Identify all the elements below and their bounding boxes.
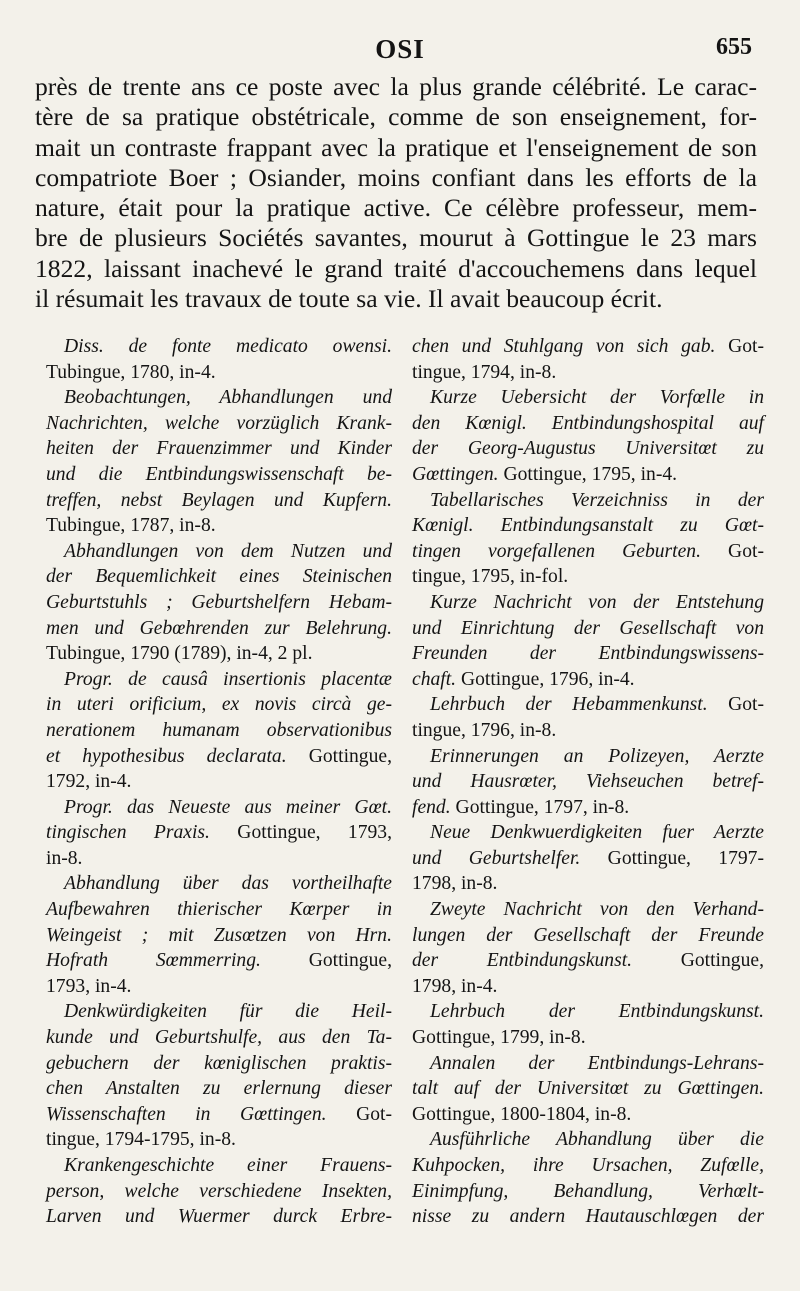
running-head [0, 34, 800, 74]
bibliography-line [412, 795, 764, 821]
bibliography-line [412, 385, 764, 411]
title-text: et hypothesibus declarata. [46, 745, 287, 767]
title-text: und Geburtshelfer. [412, 847, 581, 869]
publication-info: Got- [707, 694, 764, 716]
title-text: und Hausrœter, Viehseuchen betref- [412, 771, 764, 793]
bibliography-line [412, 744, 764, 770]
title-text: Denkwürdigkeiten für die Heil- [64, 1001, 392, 1023]
intro-line: il résumait les travaux de toute sa vie. Il avait beaucoup écrit. [35, 284, 663, 314]
bibliography-line [412, 1204, 764, 1230]
title-text: Wissenschaften in Gœttingen. [46, 1103, 327, 1125]
bibliography-line [412, 999, 764, 1025]
title-text: der Entbindungskunst. [412, 950, 633, 972]
title-text: Abhandlungen von dem Nutzen und [64, 540, 392, 562]
title-text: chaft. [412, 668, 457, 690]
title-text: chen und Stuhlgang von sich gab. [412, 336, 716, 357]
intro-line: tère de sa pratique obstétricale, comme de son enseignement, for- [35, 102, 757, 132]
bibliography-line [412, 641, 764, 667]
bibliography-line [412, 411, 764, 437]
title-text: chen Anstalten zu erlernung dieser [46, 1078, 392, 1100]
bibliography-line [46, 564, 392, 590]
bibliography-line [46, 795, 392, 821]
title-text: Nachrichten, welche vorzüglich Krank- [46, 412, 392, 434]
publication-info: Gottingue, 1797- [580, 847, 764, 869]
title-text: Geburtstuhls ; Geburtshelfern Hebam- [46, 591, 392, 613]
publication-info: Tubingue, 1787, in-8. [46, 515, 216, 537]
title-text: tingischen Praxis. [46, 822, 210, 844]
publication-info: in-8. [46, 847, 83, 869]
bibliography-line [46, 769, 392, 795]
title-text: men und Gebœhrenden zur Belehrung. [46, 617, 392, 639]
bibliography-line [46, 897, 392, 923]
bibliography-line [412, 846, 764, 872]
title-text: der Bequemlichkeit eines Steinischen [46, 566, 392, 588]
title-text: Weingeist ; mit Zusœtzen von Hrn. [46, 924, 392, 946]
bibliography-line [46, 436, 392, 462]
title-text: Neue Denkwuerdigkeiten fuer Aerzte [430, 822, 764, 844]
title-text: in uteri orificium, ex novis circà ge- [46, 694, 392, 716]
bibliography-line [412, 948, 764, 974]
intro-line: mait un contraste frappant avec la pratique et l'enseignement de son [35, 132, 757, 162]
bibliography-line [46, 385, 392, 411]
intro-line: compatriote Boer ; Osiander, moins confiant dans les efforts de la [35, 162, 757, 192]
bibliography-line [46, 718, 392, 744]
intro-line: près de trente ans ce poste avec la plus grande célébrité. Le carac- [35, 72, 757, 101]
publication-info: Got- [701, 540, 764, 562]
bibliography-line [46, 871, 392, 897]
title-text: Kurze Uebersicht der Vorfœlle in [430, 387, 764, 409]
bibliography-left-column [46, 334, 392, 1230]
bibliography-line [46, 974, 392, 1000]
title-text: den Kœnigl. Entbindungshospital auf [412, 412, 764, 434]
title-text: und Einrichtung der Gesellschaft von [412, 617, 764, 639]
title-text: lungen der Gesellschaft der Freunde [412, 924, 764, 946]
bibliography-line [412, 334, 764, 360]
title-text: Abhandlung über das vortheilhafte [64, 873, 392, 895]
title-text: kunde und Geburtshulfe, aus den Ta- [46, 1027, 392, 1049]
bibliography-line [412, 667, 764, 693]
title-text: Krankengeschichte einer Frauens- [64, 1155, 392, 1176]
bibliography-line [46, 948, 392, 974]
bibliography-line [46, 923, 392, 949]
publication-info: Gottingue, 1799, in-8. [412, 1027, 586, 1049]
bibliography-line [412, 436, 764, 462]
bibliography-line [412, 1179, 764, 1205]
bibliography-line [46, 513, 392, 539]
title-text: nisse zu andern Hautauschlœgen der [412, 1206, 764, 1228]
publication-info: Gottingue, 1796, in-4. [456, 668, 635, 690]
publication-info: 1792, in-4. [46, 771, 132, 793]
bibliography-line [46, 590, 392, 616]
title-text: tingen vorgefallenen Geburten. [412, 540, 701, 562]
bibliography-line [412, 769, 764, 795]
publication-info: Gottingue, 1800-1804, in-8. [412, 1103, 632, 1125]
bibliography-line [46, 692, 392, 718]
title-text: person, welche verschiedene Insekten, [46, 1180, 392, 1202]
publication-info: 1793, in-4. [46, 975, 132, 997]
publication-info: 1798, in-4. [412, 975, 498, 997]
page-number: 655 [716, 34, 752, 60]
bibliography-line [412, 820, 764, 846]
publication-info: Gottingue, 1795, in-4. [498, 463, 678, 485]
title-text: der Georg-Augustus Universitœt zu [412, 438, 764, 460]
bibliography-line [46, 820, 392, 846]
bibliography-line [46, 1153, 392, 1179]
bibliography-line [46, 1204, 392, 1230]
publication-info: Tubingue, 1790 (1789), in-4, 2 pl. [46, 643, 313, 665]
title-text: treffen, nebst Beylagen und Kupfern. [46, 489, 392, 511]
bibliography-line [46, 1025, 392, 1051]
bibliography-line [46, 1102, 392, 1128]
intro-line: 1822, laissant inachevé le grand traité d'accouchemens dans lequel [35, 253, 757, 283]
bibliography-line [412, 718, 764, 744]
title-text: Freunden der Entbindungswissens- [412, 643, 764, 665]
title-text: talt auf der Universitœt zu Gœttingen. [412, 1078, 764, 1100]
title-text: Hofrath Sœmmerring. [46, 950, 261, 972]
publication-info: Gottingue, [632, 950, 764, 972]
publication-info: tingue, 1794, in-8. [412, 361, 557, 383]
title-text: Kurze Nachricht von der Entstehung [430, 591, 764, 613]
bibliography-line [46, 488, 392, 514]
title-text: Lehrbuch der Entbindungskunst. [430, 1001, 764, 1023]
title-text: und die Entbindungswissenschaft be- [46, 463, 392, 485]
title-text: Kuhpocken, ihre Ursachen, Zufœlle, [412, 1155, 764, 1176]
title-text: Einimpfung, Behandlung, Verhœlt- [412, 1180, 764, 1202]
title-text: nerationem humanam observationibus [46, 719, 392, 741]
bibliography-line [412, 871, 764, 897]
title-text: Kœnigl. Entbindungsanstalt zu Gœt- [412, 515, 764, 537]
bibliography-line [412, 1153, 764, 1179]
bibliography-line [46, 334, 392, 360]
bibliography-line [46, 462, 392, 488]
title-text: Larven und Wuermer durck Erbre- [46, 1206, 392, 1228]
bibliography-line [412, 1076, 764, 1102]
title-text: Ausführliche Abhandlung über die [430, 1129, 764, 1151]
bibliography-right-column [412, 334, 764, 1230]
publication-info: Got- [326, 1103, 392, 1125]
intro-paragraph [35, 72, 757, 314]
bibliography-line [46, 360, 392, 386]
bibliography-line [412, 974, 764, 1000]
bibliography-line [412, 1025, 764, 1051]
publication-info: Gottingue, 1797, in-8. [450, 796, 630, 818]
publication-info: Tubingue, 1780, in-4. [46, 361, 216, 383]
bibliography-line [412, 923, 764, 949]
title-text: Annalen der Entbindungs-Lehrans- [430, 1052, 764, 1074]
bibliography-line [46, 744, 392, 770]
title-text: fend. [412, 796, 451, 818]
publication-info: Gottingue, [286, 745, 392, 767]
bibliography-line [412, 1102, 764, 1128]
bibliography-line [412, 513, 764, 539]
title-text: Zweyte Nachricht von den Verhand- [430, 899, 764, 921]
bibliography-line [46, 1076, 392, 1102]
publication-info: Gottingue, [260, 950, 392, 972]
publication-info: Gottingue, 1793, [209, 822, 392, 844]
title-text: Tabellarisches Verzeichniss in der [430, 489, 764, 511]
title-text: Gœttingen. [412, 463, 499, 485]
bibliography-line [412, 1051, 764, 1077]
bibliography-line [46, 1127, 392, 1153]
bibliography-line [46, 641, 392, 667]
bibliography-line [412, 692, 764, 718]
title-text: Aufbewahren thierischer Kœrper in [46, 899, 392, 921]
running-head-title: OSI [375, 34, 425, 64]
bibliography-line [412, 590, 764, 616]
title-text: Progr. de causâ insertionis placentæ [64, 668, 392, 690]
bibliography-line [46, 539, 392, 565]
publication-info: tingue, 1796, in-8. [412, 719, 557, 741]
bibliography-line [412, 462, 764, 488]
publication-info: tingue, 1795, in-fol. [412, 566, 569, 588]
bibliography-line [46, 1051, 392, 1077]
bibliography-line [412, 616, 764, 642]
title-text: heiten der Frauenzimmer und Kinder [46, 438, 392, 460]
publication-info: Got- [715, 336, 764, 357]
title-text: Progr. das Neueste aus meiner Gœt. [64, 796, 392, 818]
bibliography-line [412, 488, 764, 514]
title-text: Beobachtungen, Abhandlungen und [64, 387, 392, 409]
bibliography-line [412, 1127, 764, 1153]
bibliography-line [46, 411, 392, 437]
bibliography-line [412, 564, 764, 590]
bibliography-line [412, 360, 764, 386]
bibliography-line [46, 667, 392, 693]
bibliography-line [46, 1179, 392, 1205]
bibliography-line [412, 897, 764, 923]
intro-line: nature, était pour la pratique active. Ce célèbre professeur, mem- [35, 193, 757, 223]
publication-info: 1798, in-8. [412, 873, 498, 895]
bibliography-line [46, 616, 392, 642]
title-text: Diss. de fonte medicato owensi. [64, 336, 392, 357]
bibliography-line [46, 999, 392, 1025]
bibliography-line [412, 539, 764, 565]
publication-info: tingue, 1794-1795, in-8. [46, 1129, 236, 1151]
bibliography-line [46, 846, 392, 872]
title-text: gebuchern der kœniglischen praktis- [46, 1052, 392, 1074]
title-text: Erinnerungen an Polizeyen, Aerzte [430, 745, 764, 767]
title-text: Lehrbuch der Hebammenkunst. [430, 694, 708, 716]
intro-line: bre de plusieurs Sociétés savantes, mourut à Gottingue le 23 mars [35, 223, 757, 253]
